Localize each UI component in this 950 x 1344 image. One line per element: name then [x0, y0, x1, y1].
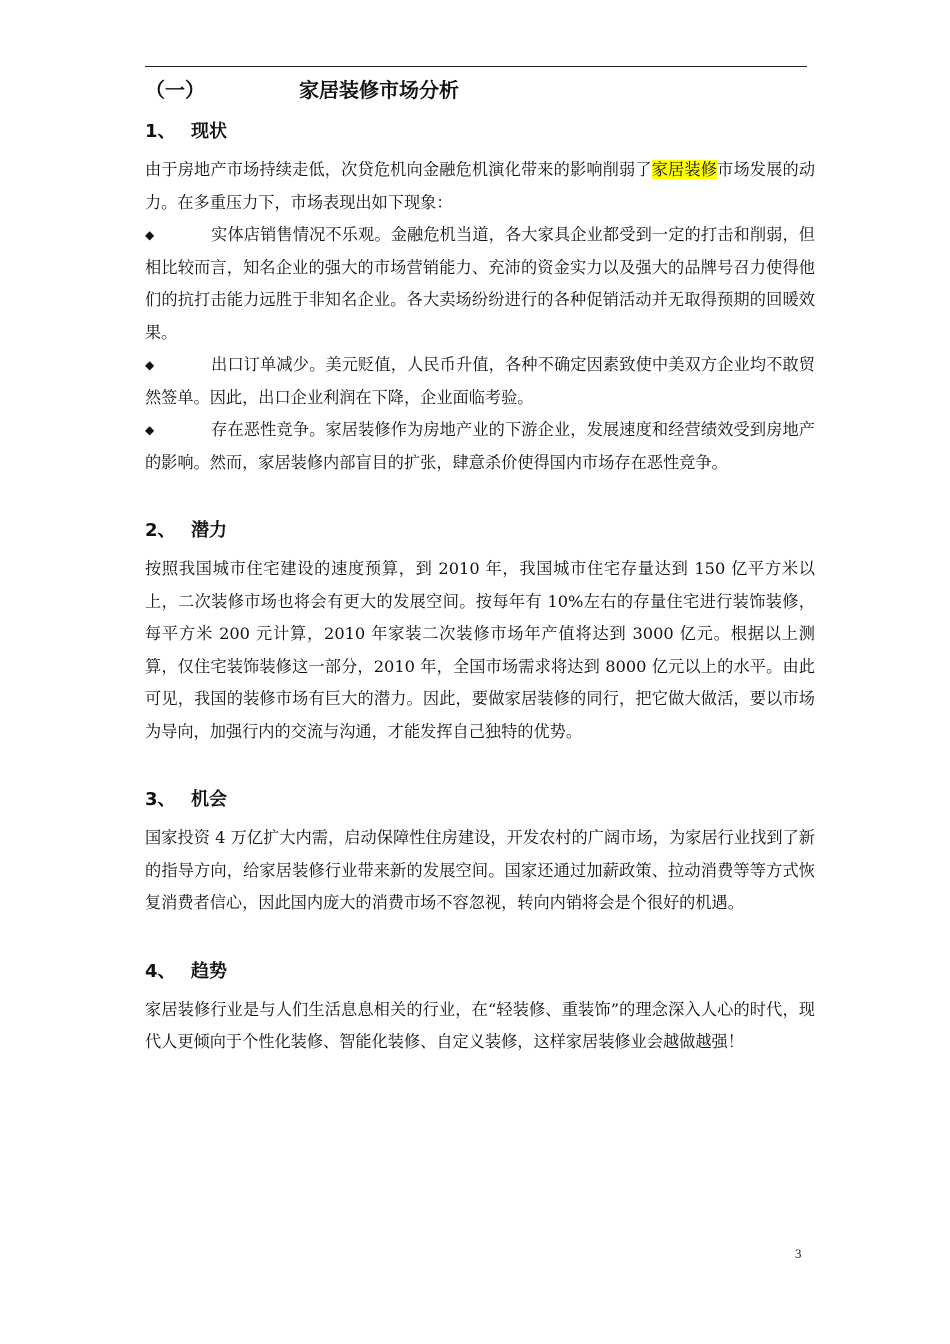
bullet-item [145, 219, 815, 349]
section-spacer [145, 479, 815, 509]
intro-text-before: 由于房地产市场持续走低，次贷危机向金融危机演化带来的影响削弱了 [145, 160, 652, 179]
bullet-text: 存在恶性竞争。家居装修作为房地产业的下游企业，发展速度和经营绩效受到房地产的影响。然而，家居装修内部盲目的扩张，肆意杀价使得国内市场存在恶性竞争。 [145, 420, 815, 472]
section-heading-status [145, 110, 815, 154]
section-title: 趋势 [191, 960, 227, 982]
section-number: 2、 [145, 520, 176, 541]
section-body-paragraph: 按照我国城市住宅建设的速度预算，到 2010 年，我国城市住宅存量达到 150 亿平方米以上，二次装修市场也将会有更大的发展空间。按每年有 10%左右的存量住宅进行装饰装修，每平方米 200 元计算，2010 年家装二次装修市场年产值将达到 3000 亿元。根据以上测算，仅住宅装饰装修这一部分，2010 年，全国市场需求将达到 8000 亿元以上的水平。由此可见，我国的装修市场有巨大的潜力。因此，要做家居装修的同行，把它做大做活，要以市场为导向，加强行内的交流与沟通，才能发挥自己独特的优势。 [145, 559, 815, 741]
section-title: 机会 [191, 789, 227, 810]
section-body-paragraph: 家居装修行业是与人们生活息息相关的行业，在“轻装修、重装饰”的理念深入人心的时代，现代人更倾向于个性化装修、智能化装修、自定义装修，这样家居装修业会越做越强！ [145, 999, 815, 1051]
title-text: 家居装修市场分析 [299, 78, 459, 102]
section-number: 1、 [145, 121, 176, 142]
header-rule [145, 66, 807, 67]
section-intro-paragraph [145, 154, 815, 219]
bullet-text: 出口订单减少。美元贬值，人民币升值，各种不确定因素致使中美双方企业均不敢贸然签单。因此，出口企业利润在下降，企业面临考验。 [145, 355, 815, 407]
diamond-bullet-icon: ◆ [145, 423, 155, 437]
highlighted-text: 家居装修 [651, 160, 718, 179]
section-spacer [145, 748, 815, 778]
section-heading-trend [145, 950, 815, 994]
intro-text-after: 市场发展的动力。在多重压力下，市场表现出如下现象： [145, 160, 816, 212]
bullet-text: 实体店销售情况不乐观。金融危机当道，各大家具企业都受到一定的打击和削弱，但相比较而言，知名企业的强大的市场营销能力、充沛的资金实力以及强大的品牌号召力使得他们的抗打击能力远胜于非知名企业。各大卖场纷纷进行的各种促销活动并无取得预期的回暖效果。 [145, 225, 815, 342]
section-heading-opportunity [145, 778, 815, 822]
section-body-paragraph: 国家投资 4 万亿扩大内需，启动保障性住房建设，开发农村的广阔市场，为家居行业找到了新的指导方向，给家居装修行业带来新的发展空间。国家还通过加薪政策、拉动消费等等方式恢复消费者信心，因此国内庞大的消费市场不容忽视，转向内销将会是个很好的机遇。 [145, 828, 815, 912]
bullet-item [145, 349, 815, 414]
bullet-item [145, 414, 815, 479]
section-number: 3、 [145, 789, 176, 810]
section-title: 潜力 [191, 520, 227, 541]
diamond-bullet-icon: ◆ [145, 358, 155, 372]
page-number: 3 [795, 1246, 802, 1261]
page-content [145, 70, 815, 1059]
section-title: 现状 [191, 121, 227, 142]
title-number: （一） [145, 78, 205, 102]
section-number: 4、 [145, 960, 176, 982]
section-heading-potential [145, 509, 815, 553]
diamond-bullet-icon: ◆ [145, 228, 155, 242]
document-title [145, 70, 815, 110]
section-spacer [145, 920, 815, 950]
